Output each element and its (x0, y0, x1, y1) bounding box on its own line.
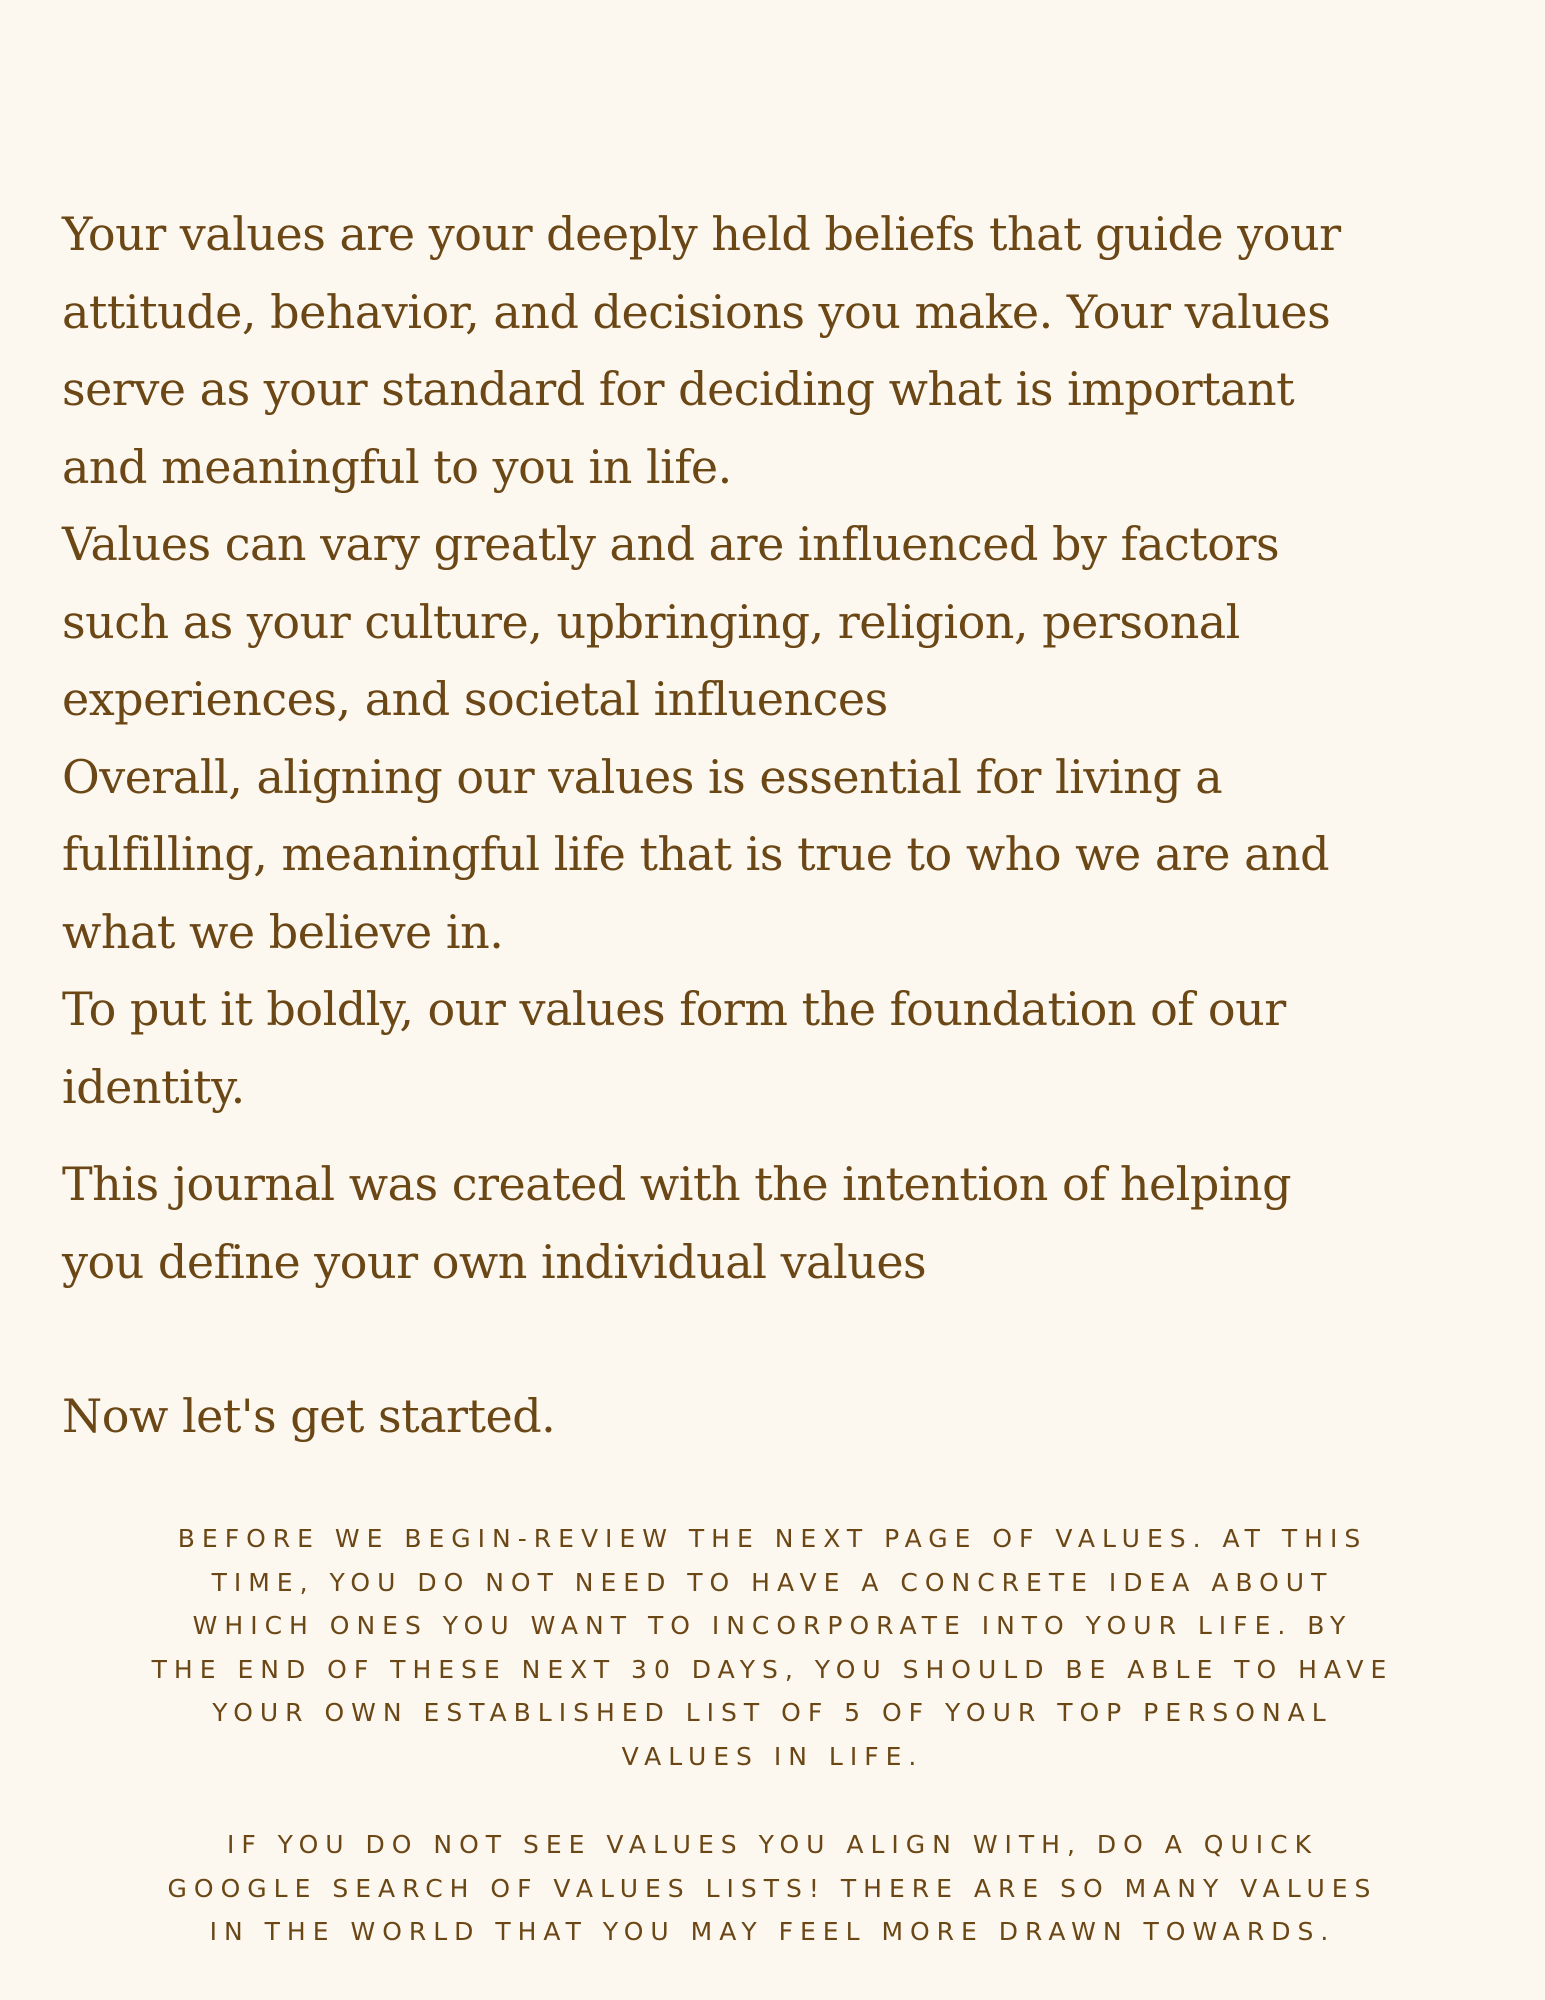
text-line: fulfilling, meaningful life that is true to who we are and (62, 827, 1330, 881)
review-instructions (50, 1517, 1495, 1778)
text-line: such as your culture, upbringing, religion, personal (62, 594, 1240, 649)
text-line: Overall, aligning our values is essential for living a (62, 749, 1223, 804)
values-definition-paragraph (62, 196, 1462, 506)
journal-purpose-paragraph (62, 1146, 1462, 1301)
text-line: Now let's get started. (62, 1389, 556, 1443)
note-line: YOUR OWN ESTABLISHED LIST OF 5 OF YOUR TOP PERSONAL (212, 1698, 1333, 1727)
note-line: IF YOU DO NOT SEE VALUES YOU ALIGN WITH, DO A QUICK (226, 1830, 1319, 1859)
text-line: Your values are your deeply held beliefs that guide your (62, 207, 1341, 261)
note-line: VALUES IN LIFE. (621, 1741, 924, 1771)
intro-text (62, 196, 1462, 1456)
note-line: WHICH ONES YOU WANT TO INCORPORATE INTO YOUR LIFE. BY (192, 1611, 1353, 1640)
note-line: THE END OF THESE NEXT 30 DAYS, YOU SHOULD BE ABLE TO HAVE (151, 1654, 1394, 1684)
note-line: IN THE WORLD THAT YOU MAY FEEL MORE DRAWN TOWARDS. (209, 1917, 1336, 1946)
overall-paragraph (62, 739, 1462, 972)
note-line: BEFORE WE BEGIN-REVIEW THE NEXT PAGE OF VALUES. AT THIS (177, 1524, 1368, 1553)
get-started-line (62, 1378, 1462, 1456)
text-line: To put it boldly, our values form the foundation of our (62, 982, 1286, 1036)
text-line: attitude, behavior, and decisions you make. Your values (62, 284, 1331, 339)
text-line: identity. (62, 1059, 245, 1114)
text-line: Values can vary greatly and are influenced by factors (62, 517, 1280, 571)
influences-paragraph (62, 506, 1462, 739)
note-line: TIME, YOU DO NOT NEED TO HAVE A CONCRETE IDEA ABOUT (211, 1567, 1334, 1597)
text-line: experiences, and societal influences (62, 672, 888, 726)
search-tip (50, 1823, 1495, 1954)
identity-paragraph (62, 971, 1462, 1126)
text-line: This journal was created with the intention of helping (62, 1157, 1292, 1211)
note-line: GOOGLE SEARCH OF VALUES LISTS! THERE ARE SO MANY VALUES (167, 1873, 1378, 1903)
text-line: serve as your standard for deciding what is important (62, 362, 1295, 416)
text-line: and meaningful to you in life. (62, 439, 732, 494)
text-line: you define your own individual values (62, 1234, 927, 1289)
text-line: what we believe in. (62, 904, 504, 959)
